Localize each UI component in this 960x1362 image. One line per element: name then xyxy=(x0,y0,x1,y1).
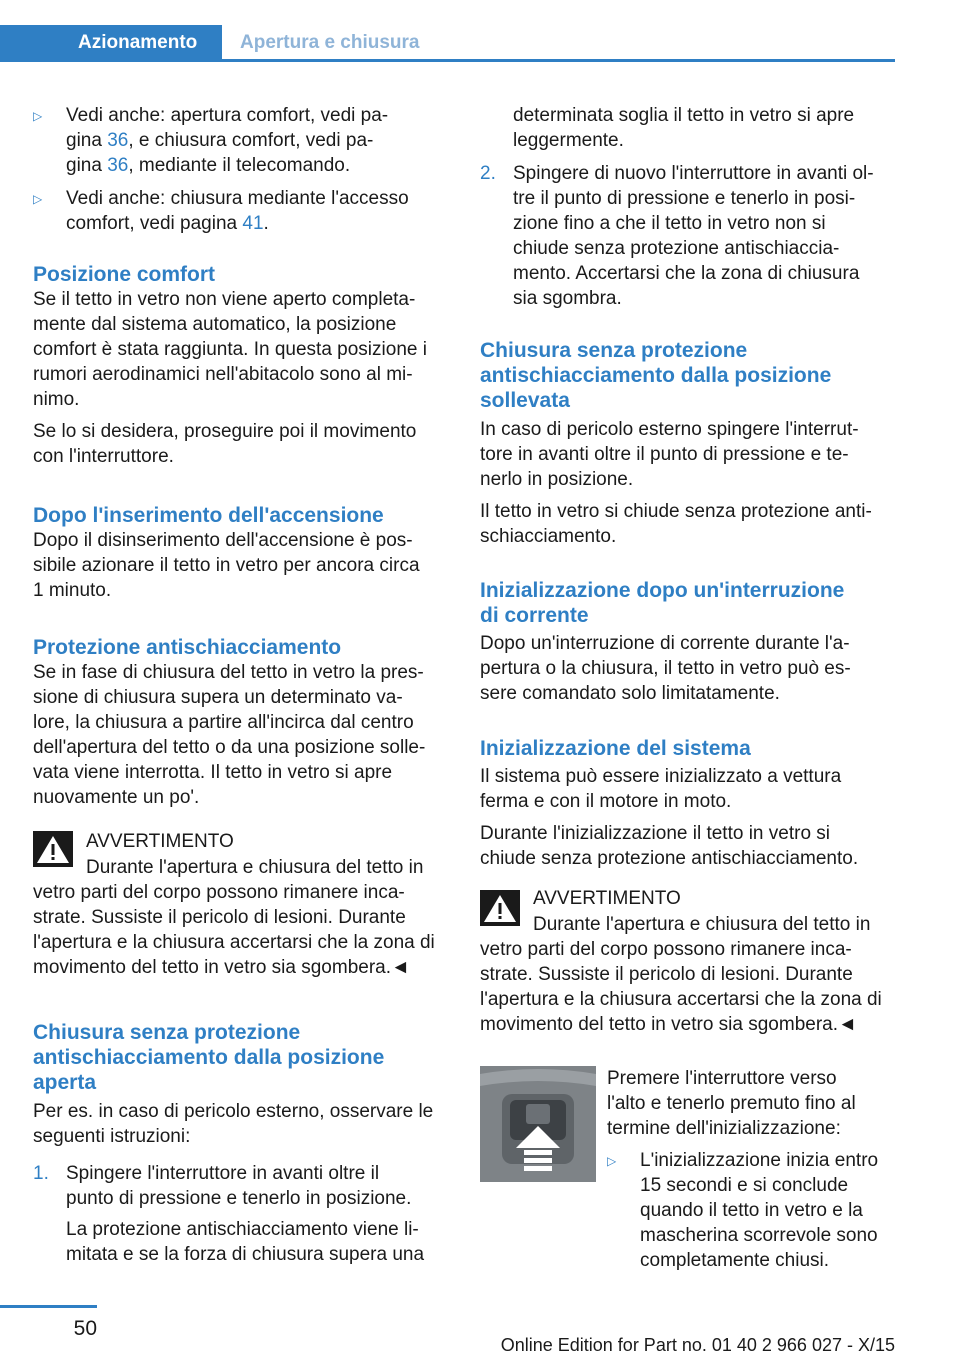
paragraph: Dopo un'interruzione di corrente durante l'a‐ pertura o la chiusura, il tetto in vetro può es‐ sere comandato solo limitatamente. xyxy=(480,633,851,704)
section-close-from-open xyxy=(33,1020,448,1267)
step-number: 2. xyxy=(480,163,496,184)
instruction-text: Premere l'interruttore verso l'alto e tenerlo premuto fino al termine dell'inizializzazione: xyxy=(607,1068,856,1139)
paragraph: In caso di pericolo esterno spingere l'interrut‐ tore in avanti oltre il punto di pressione e te‐ nerlo in posizione. xyxy=(480,419,859,490)
see-also-bullet-2: ▷ Vedi anche: chiusura mediante l'accesso comfort, vedi pagina 41. xyxy=(33,188,409,234)
warning-line: Durante l'apertura e chiusura del tetto in xyxy=(86,857,424,878)
section-heading: Protezione antischiacciamento xyxy=(33,636,342,659)
section-heading: Inizializzazione dopo un'interruzione di corrente xyxy=(480,579,845,627)
warning-title: AVVERTIMENTO xyxy=(533,888,681,909)
section-tab-azionamento[interactable]: Azionamento xyxy=(0,25,222,62)
warning-block xyxy=(480,886,900,1037)
paragraph: Se il tetto in vetro non viene aperto completa‐ mente dal sistema automatico, la posizione comfort è stata raggiunta. In questa posizione i rumori aerodinamici nell'abitacolo sono al mi‐ nimo. xyxy=(33,289,427,410)
warning-title: AVVERTIMENTO xyxy=(86,831,234,852)
section-system-init xyxy=(480,736,900,871)
paragraph: Dopo il disinserimento dell'accensione è pos‐ sibile azionare il tetto in vetro per ancora circa 1 minuto. xyxy=(33,530,420,601)
warning-text: vetro parti del corpo possono rimanere inca‐ strate. Sussiste il pericolo di lesioni. Durante l'apertura e la chiusura accertarsi che la zona di movimento del tetto in vetro sia sgombera.◄ xyxy=(480,939,882,1035)
step-1-continued: determinata soglia il tetto in vetro si apre leggermente. xyxy=(513,105,855,151)
paragraph: Durante l'inizializzazione il tetto in vetro si chiude senza protezione antischiacciamento. xyxy=(480,823,859,869)
warning-triangle-icon xyxy=(33,831,73,867)
warning-triangle-icon xyxy=(480,890,520,926)
roof-switch-image xyxy=(480,1066,596,1182)
step-2: 2. Spingere di nuovo l'interruttore in avanti ol‐ tre il punto di pressione e tenerlo in posi‐ zione fino a che il tetto in vetro non si chiude senza protezione antischiaccia‐ mento. Accertarsi che la zona di chiusura sia sgombra. xyxy=(480,163,874,309)
triangle-bullet-icon: ▷ xyxy=(33,192,43,206)
page-header xyxy=(0,25,895,62)
section-power-interruption xyxy=(480,578,900,706)
paragraph: Se in fase di chiusura del tetto in vetro la pres‐ sione di chiusura supera un determinato va‐ lore, la chiusura a partire all'incirca dal centro dell'apertura del tetto o da una posizione solle‐ vata viene interrotta. Il tetto in vetro si apre nuovamente un po'. xyxy=(33,662,426,808)
page-link[interactable]: 36 xyxy=(107,130,129,151)
section-heading: Chiusura senza protezione antischiacciamento dalla posizione aperta xyxy=(33,1021,385,1094)
triangle-bullet-icon: ▷ xyxy=(607,1154,617,1168)
step-1: 1. Spingere l'interruttore in avanti oltre il punto di pressione e tenerlo in posizione. La protezione antischiacciamento viene li‐ mitata e se la forza di chiusura supera una xyxy=(33,1163,425,1265)
edition-note: Online Edition for Part no. 01 40 2 966 027 - X/15 xyxy=(500,1335,895,1355)
triangle-bullet-icon: ▷ xyxy=(33,109,43,123)
section-tab-apertura-chiusura[interactable]: Apertura e chiusura xyxy=(240,32,420,53)
warning-block xyxy=(33,829,448,980)
page-number: 50 xyxy=(73,1317,97,1340)
section-ignition xyxy=(33,503,448,603)
init-instruction-block xyxy=(480,1066,900,1273)
section-close-from-raised xyxy=(480,338,900,549)
page-link[interactable]: 36 xyxy=(107,155,129,176)
section-heading: Inizializzazione del sistema xyxy=(480,737,751,760)
see-also-bullet-1: ▷ Vedi anche: apertura comfort, vedi pa‐ gina 36, e chiusura comfort, vedi pa‐ gina 36, mediante il telecomando. xyxy=(33,105,389,176)
warning-line: Durante l'apertura e chiusura del tetto in xyxy=(533,914,871,935)
step-number: 1. xyxy=(33,1163,49,1184)
section-comfort xyxy=(33,262,448,469)
warning-text: vetro parti del corpo possono rimanere inca‐ strate. Sussiste il pericolo di lesioni. Durante l'apertura e la chiusura accertarsi che la zona di movimento del tetto in vetro sia sgombera.◄ xyxy=(33,882,435,978)
header-rule xyxy=(0,59,895,62)
footer-rule xyxy=(0,1305,97,1308)
section-heading: Chiusura senza protezione antischiacciamento dalla posizione sollevata xyxy=(480,339,832,412)
paragraph: Il sistema può essere inizializzato a vettura ferma e con il motore in moto. xyxy=(480,766,842,812)
init-bullet: ▷ L'inizializzazione inizia entro 15 secondi e si conclude quando il tetto in vetro e la mascherina scorrevole sono completamente chiusi. xyxy=(607,1150,879,1271)
section-heading: Posizione comfort xyxy=(33,263,216,286)
section-pinch-protection xyxy=(33,635,448,810)
paragraph: Se lo si desidera, proseguire poi il movimento con l'interruttore. xyxy=(33,421,417,467)
paragraph: Il tetto in vetro si chiude senza protezione anti‐ schiacciamento. xyxy=(480,501,872,547)
page-link[interactable]: 41 xyxy=(242,213,264,234)
section-heading: Dopo l'inserimento dell'accensione xyxy=(33,504,384,527)
paragraph: Per es. in caso di pericolo esterno, osservare le seguenti istruzioni: xyxy=(33,1101,434,1147)
